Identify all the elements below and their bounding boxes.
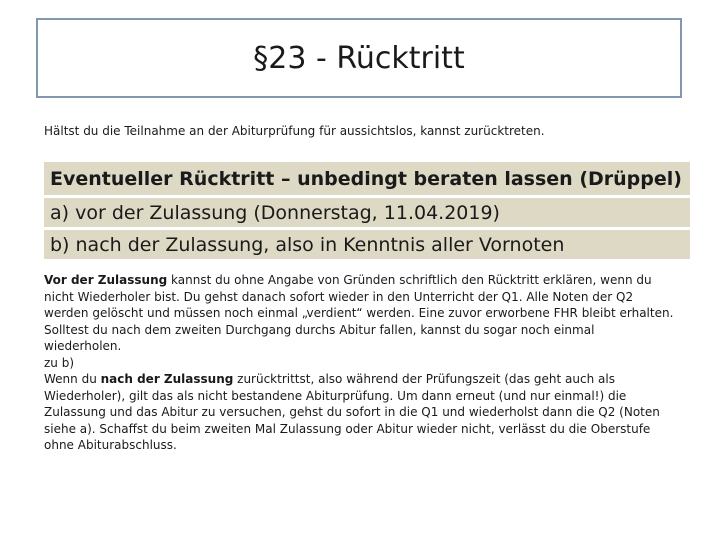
- paragraph-a: [44, 272, 674, 355]
- label-b: zu b): [44, 355, 75, 370]
- paragraph-b-pre: Wenn du: [44, 372, 101, 386]
- table-row-a: a) vor der Zulassung (Donnerstag, 11.04.2019): [44, 198, 690, 230]
- paragraph-a-lead: Vor der Zulassung: [44, 273, 168, 287]
- paragraph-b-text: zurücktrittst, also während der Prüfungszeit (das geht auch als Wiederholer), gilt das als nicht bestandene Abiturprüfung. Um dann erneut (und nur einmal!) die Zulassung und das Abitur zu versuchen, gehst du sofort in die Q1 und wiederholst dann die Q2 (Noten siehe a). Schaffst du beim zweiten Mal Zulassung oder Abitur wieder nicht, verlässt du die Oberstufe ohne Abiturabschluss.: [44, 372, 660, 452]
- paragraph-a-text: kannst du ohne Angabe von Gründen schriftlich den Rücktritt erklären, wenn du nicht Wiederholer bist. Du gehst danach sofort wieder in den Unterricht der Q1. Alle Noten der Q2 werden gelöscht und müssen noch einmal „verdient“ werden. Eine zuvor erworbene FHR bleibt erhalten. Solltest du nach dem zweiten Durchgang durchs Abitur fallen, kannst du sogar noch einmal wiederholen.: [44, 273, 674, 353]
- table-row-b: b) nach der Zulassung, also in Kenntnis aller Vornoten: [44, 230, 690, 262]
- table-header: Eventueller Rücktritt – unbedingt beraten lassen (Drüppel): [44, 162, 690, 198]
- title-box: [36, 18, 682, 98]
- body-text: [44, 272, 674, 454]
- slide-title: §23 - Rücktritt: [253, 40, 465, 76]
- intro-text: Hältst du die Teilnahme an der Abiturprüfung für aussichtslos, kannst zurücktreten.: [44, 124, 545, 138]
- paragraph-b-lead: nach der Zulassung: [100, 372, 234, 386]
- options-table: [44, 162, 690, 262]
- paragraph-b: [44, 371, 674, 454]
